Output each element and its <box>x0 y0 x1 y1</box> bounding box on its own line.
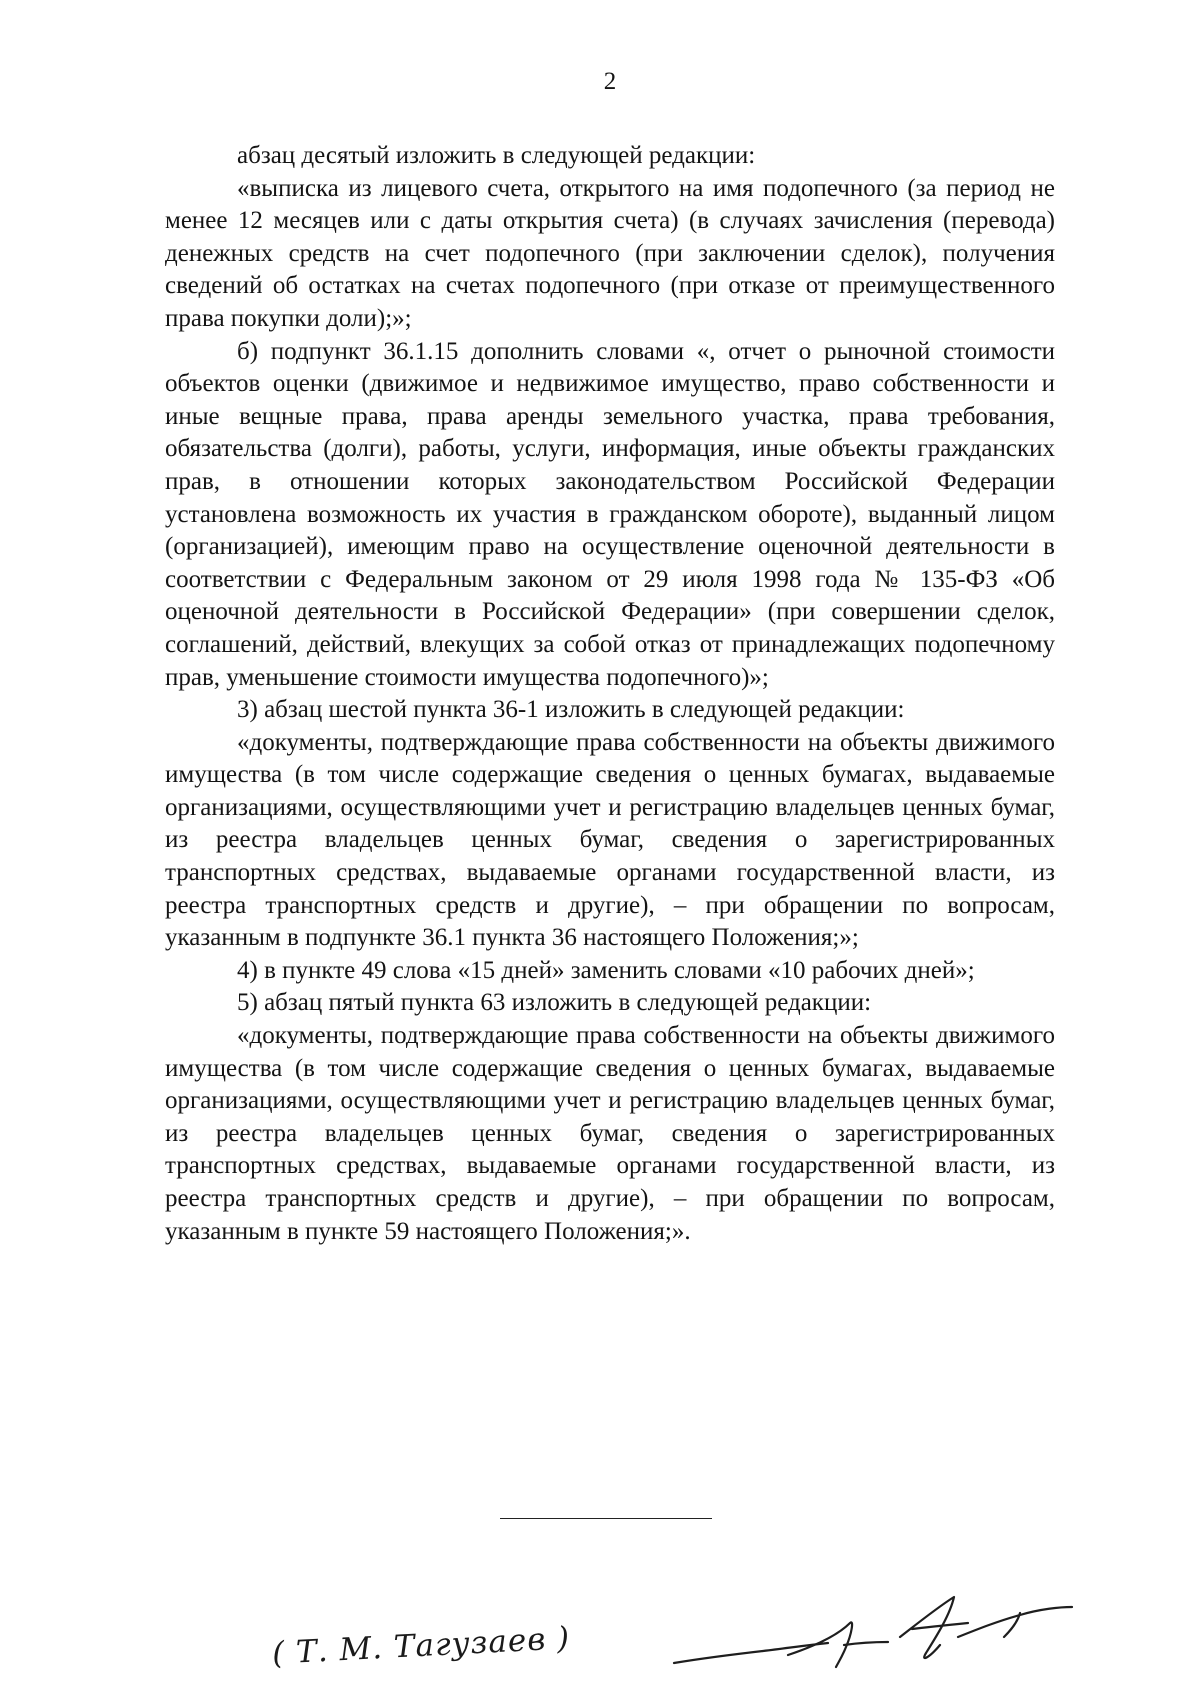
paragraph: 3) абзац шестой пункта 36-1 изложить в следующей редакции: <box>237 696 905 724</box>
paragraph: «документы, подтверждающие права собственности на объекты движимого имущества (в том числе содержащие сведения о ценных бумагах, выдаваемые организациями, осуществляющими учет и регистрацию владельцев ценных бумаг, из реестра владельцев ценных бумаг, сведения о зарегистрированных транспортных средствах, выдаваемые органами государственной власти, из реестра транспортных средств и другие), – при обращении по вопросам, указанным в пункте 59 настоящего Положения;». <box>165 1022 1055 1245</box>
paragraph: 5) абзац пятый пункта 63 изложить в следующей редакции: <box>237 989 872 1017</box>
signature-icon <box>668 1585 1078 1685</box>
paragraph: «документы, подтверждающие права собственности на объекты движимого имущества (в том числе содержащие сведения о ценных бумагах, выдаваемые организациями, осуществляющими учет и регистрацию владельцев ценных бумаг, из реестра владельцев ценных бумаг, сведения о зарегистрированных транспортных средствах, выдаваемые органами государственной власти, из реестра транспортных средств и другие), – при обращении по вопросам, указанным в подпункте 36.1 пункта 36 настоящего Положения;»; <box>165 728 1055 952</box>
paragraph: б) подпункт 36.1.15 дополнить словами «, отчет о рыночной стоимости объектов оценки (движимое и недвижимое имущество, право собственности и иные вещные права, права аренды земельного участка, права требования, обязательства (долги), работы, услуги, информация, иные объекты гражданских прав, в отношении которых законодательством Российской Федерации установлена возможность их участия в гражданском обороте), выданный лицом (организацией), имеющим право на осуществление оценочной деятельности в соответствии с Федеральным законом от 29 июля 1998 года № 135-ФЗ «Об оценочной деятельности в Российской Федерации» (при совершении сделок, соглашений, действий, влекущих за собой отказ от принадлежащих подопечному прав, уменьшение стоимости имущества подопечного)»; <box>165 337 1055 691</box>
paragraph: абзац десятый изложить в следующей редакции: <box>237 142 756 169</box>
document-body <box>165 140 1055 1248</box>
page-number: 2 <box>603 68 617 95</box>
handwritten-name: ( Т. М. Тагузаев ) <box>271 1620 572 1672</box>
end-separator-line <box>500 1518 712 1519</box>
paragraph: «выписка из лицевого счета, открытого на имя подопечного (за период не менее 12 месяцев или с даты открытия счета) (в случаях зачисления (перевода) денежных средств на счет подопечного (при заключении сделок), получения сведений об остатках на счетах подопечного (при отказе от преимущественного права покупки доли);»; <box>165 174 1055 332</box>
paragraph: 4) в пункте 49 слова «15 дней» заменить словами «10 рабочих дней»; <box>237 956 975 984</box>
